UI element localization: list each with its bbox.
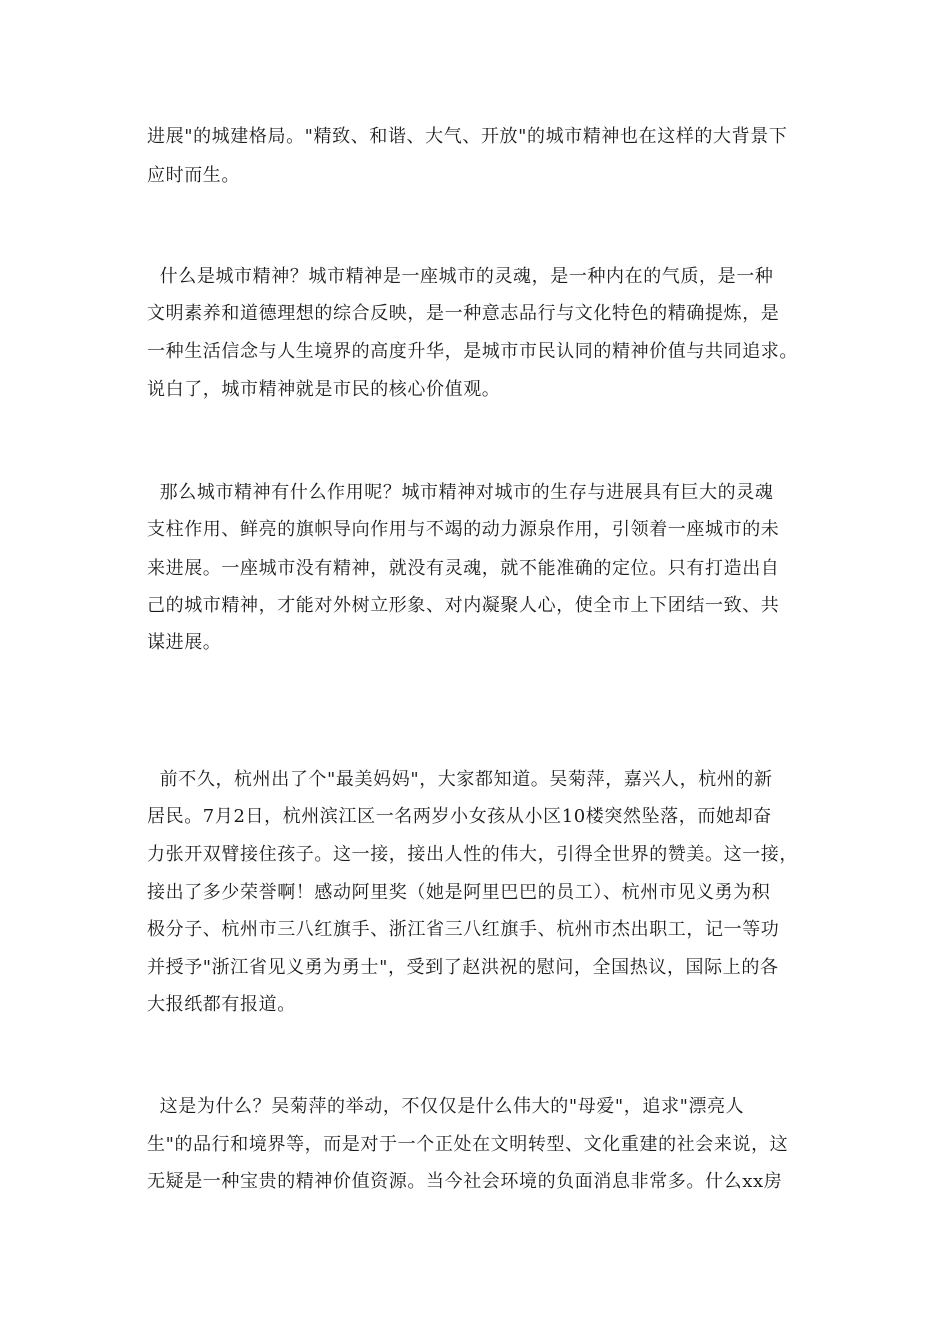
text-line: 一种生活信念与人生境界的高度升华，是城市市民认同的精神价值与共同追求。 bbox=[147, 341, 798, 362]
text-line: 居民。7月2日，杭州滨江区一名两岁小女孩从小区10楼突然坠落，而她却奋 bbox=[147, 806, 772, 827]
text-line: 什么是城市精神？城市精神是一座城市的灵魂，是一种内在的气质，是一种 bbox=[147, 266, 774, 287]
text-line: 谋进展。 bbox=[147, 632, 222, 653]
text-line: 接出了多少荣誉啊！感动阿里奖（她是阿里巴巴的员工）、杭州市见义勇为积 bbox=[147, 882, 771, 903]
text-line: 应时而生。 bbox=[147, 165, 240, 186]
text-line: 文明素养和道德理想的综合反映，是一种意志品行与文化特色的精确提炼，是 bbox=[147, 303, 780, 324]
text-line: 前不久，杭州出了个"最美妈妈"，大家都知道。吴菊萍，嘉兴人，杭州的新 bbox=[147, 769, 773, 790]
text-line: 力张开双臂接住孩子。这一接，接出人性的伟大，引得全世界的赞美。这一接， bbox=[147, 844, 798, 865]
text-line: 那么城市精神有什么作用呢？城市精神对城市的生存与进展具有巨大的灵魂 bbox=[147, 482, 774, 503]
text-line: 说白了，城市精神就是市民的核心价值观。 bbox=[147, 379, 501, 400]
text-line: 极分子、杭州市三八红旗手、浙江省三八红旗手、杭州市杰出职工，记一等功 bbox=[147, 919, 780, 940]
text-line: 大报纸都有报道。 bbox=[147, 994, 296, 1015]
text-line: 来进展。一座城市没有精神，就没有灵魂，就不能准确的定位。只有打造出自 bbox=[147, 558, 780, 579]
text-line: 生"的品行和境界等，而是对于一个正处在文明转型、文化重建的社会来说，这 bbox=[147, 1134, 789, 1155]
text-line: 己的城市精神，才能对外树立形象、对内凝聚人心，使全市上下团结一致、共 bbox=[147, 595, 780, 616]
text-line: 无疑是一种宝贵的精神价值资源。当今社会环境的负面消息非常多。什么xx房 bbox=[147, 1171, 783, 1192]
text-line: 这是为什么？吴菊萍的举动，不仅仅是什么伟大的"母爱"，追求"漂亮人 bbox=[147, 1096, 745, 1117]
text-line: 进展"的城建格局。"精致、和谐、大气、开放"的城市精神也在这样的大背景下 bbox=[147, 126, 788, 147]
text-line: 并授予"浙江省见义勇为勇士"，受到了赵洪祝的慰问，全国热议，国际上的各 bbox=[147, 957, 779, 978]
text-line: 支柱作用、鲜亮的旗帜导向作用与不竭的动力源泉作用，引领着一座城市的未 bbox=[147, 519, 780, 540]
